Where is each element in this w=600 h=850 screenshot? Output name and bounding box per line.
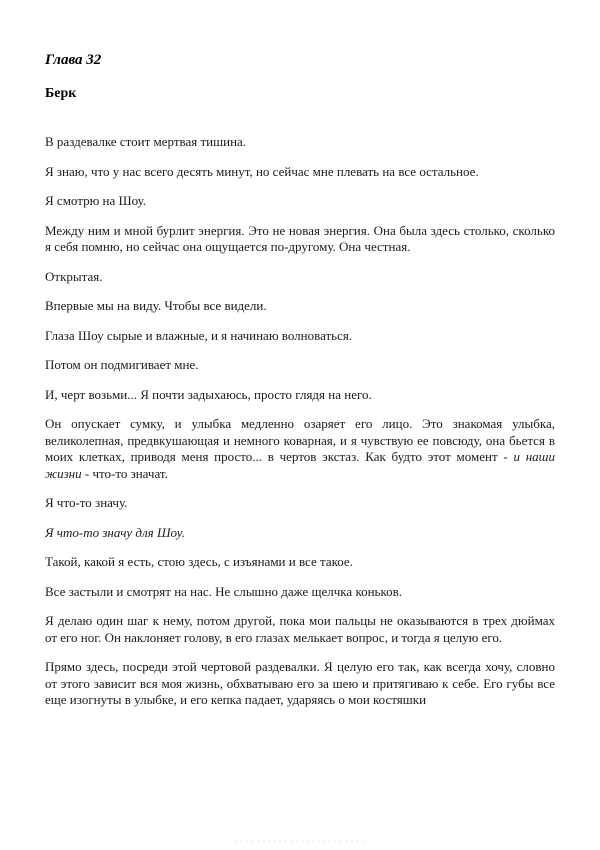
chapter-title: Глава 32 <box>45 52 102 68</box>
paragraph <box>45 554 555 571</box>
footer-illegible-text: · · · · · · · · · · · · · · · · · · · · · · · · <box>235 839 365 845</box>
paragraph-segment: Открытая. <box>45 268 103 284</box>
paragraph <box>45 613 555 646</box>
paragraph-segment: Потом он подмигивает мне. <box>45 357 199 372</box>
paragraph-segment: Он опускает сумку, и улыбка медленно озаряет его лицо. Это знакомая улыбка, великолепная, предвкушающая и немного коварная, и я чувствую ее повсюду, она бьется в моих клетках, приводя меня просто... в чертов экстаз. Как будто этот момент - <box>45 416 555 464</box>
paragraph-italic-segment: Я что-то значу для Шоу. <box>45 524 185 540</box>
paragraph <box>45 584 555 601</box>
paragraph-segment: Впервые мы на виду. Чтобы все видели. <box>45 298 267 313</box>
paragraph-segment: Такой, какой я есть, стою здесь, с изъянами и все такое. <box>45 554 353 569</box>
paragraph <box>45 659 555 709</box>
paragraph-segment: - что-то значат. <box>81 465 168 481</box>
paragraph <box>45 357 555 374</box>
paragraph <box>45 328 555 345</box>
paragraph <box>45 164 555 181</box>
paragraph-segment: Я знаю, что у нас всего десять минут, но сейчас мне плевать на все остальное. <box>45 163 479 179</box>
paragraph-segment: В раздевалке стоит мертвая тишина. <box>45 134 247 149</box>
paragraph <box>45 193 555 210</box>
paragraph <box>45 416 555 482</box>
chapter-subtitle: Берк <box>45 86 77 101</box>
paragraph <box>45 525 555 542</box>
paragraph-segment: Глаза Шоу сырые и влажные, и я начинаю волноваться. <box>45 327 353 343</box>
paragraph-segment: Все застыли и смотрят на нас. Не слышно даже щелчка коньков. <box>45 583 403 599</box>
paragraph <box>45 495 555 512</box>
paragraph-segment: Прямо здесь, посреди этой чертовой раздевалки. Я целую его так, как всегда хочу, словно от этого зависит вся моя жизнь, обхватываю его за шею и притягиваю к себе. Его губы все еще изогнуты в улыбке, и его кепка падает, ударяясь о мои костяшки <box>45 659 555 707</box>
paragraph <box>45 134 555 151</box>
paragraph-segment: Я что-то значу. <box>45 495 128 510</box>
paragraph <box>45 387 555 404</box>
paragraph-italic-segment: и наши жизни <box>45 449 555 481</box>
paragraph <box>45 223 555 256</box>
paragraph <box>45 298 555 315</box>
paragraph-segment: Я делаю один шаг к нему, потом другой, пока мои пальцы не оказываются в трех дюймах от его ног. Он наклоняет голову, в его глазах мелькает вопрос, и тогда я целую его. <box>45 613 555 645</box>
paragraph <box>45 269 555 286</box>
paragraph-segment: Я смотрю на Шоу. <box>45 193 147 208</box>
paragraph-segment: И, черт возьми... Я почти задыхаюсь, просто глядя на него. <box>45 386 372 402</box>
paragraph-segment: Между ним и мной бурлит энергия. Это не новая энергия. Она была здесь столько, сколько я себя помню, но сейчас она ощущается по-другому. Она честная. <box>45 222 555 254</box>
paragraphs <box>45 134 555 709</box>
